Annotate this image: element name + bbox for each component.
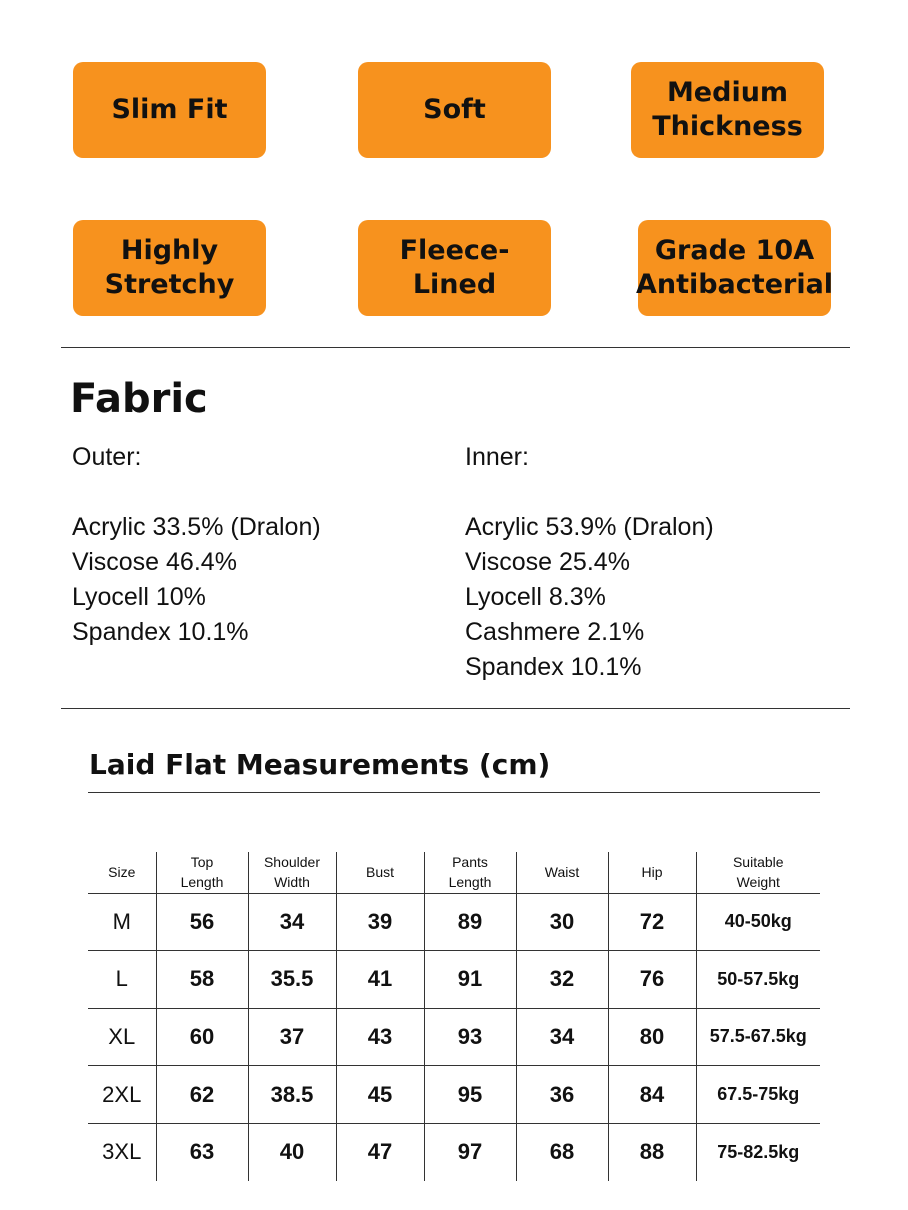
feature-badge-highly-stretchy: Highly Stretchy: [73, 220, 266, 316]
table-row: [88, 893, 820, 951]
cell-top-length: 56: [156, 893, 248, 951]
cell-pants-length: 95: [424, 1066, 516, 1124]
cell-bust: 39: [336, 893, 424, 951]
cell-bust: 45: [336, 1066, 424, 1124]
cell-suitable-weight: 75-82.5kg: [696, 1123, 820, 1181]
cell-shoulder-width: 34: [248, 893, 336, 951]
cell-top-length: 62: [156, 1066, 248, 1124]
cell-size: L: [88, 951, 156, 1009]
header-hip: Hip: [608, 852, 696, 893]
feature-badge-soft: Soft: [358, 62, 551, 158]
feature-badge-fleece-lined: Fleece-Lined: [358, 220, 551, 316]
fabric-outer: [72, 440, 321, 650]
fabric-outer-item: Lyocell 10%: [72, 583, 206, 611]
cell-pants-length: 93: [424, 1008, 516, 1066]
table-row: [88, 1123, 820, 1181]
cell-waist: 36: [516, 1066, 608, 1124]
fabric-inner-item: Viscose 25.4%: [465, 548, 630, 576]
cell-waist: 68: [516, 1123, 608, 1181]
fabric-inner-item: Lyocell 8.3%: [465, 583, 606, 611]
feature-badge-antibacterial: Grade 10A Antibacterial: [638, 220, 831, 316]
fabric-outer-item: Spandex 10.1%: [72, 618, 249, 646]
size-table: [88, 852, 820, 1181]
cell-suitable-weight: 67.5-75kg: [696, 1066, 820, 1124]
header-shoulder-width: Shoulder Width: [248, 852, 336, 893]
cell-hip: 88: [608, 1123, 696, 1181]
size-table-header-row: [88, 852, 820, 893]
fabric-outer-item: Viscose 46.4%: [72, 548, 237, 576]
header-top-length: Top Length: [156, 852, 248, 893]
table-row: [88, 1066, 820, 1124]
cell-hip: 80: [608, 1008, 696, 1066]
cell-size: M: [88, 893, 156, 951]
measurements-title: Laid Flat Measurements (cm): [89, 748, 551, 781]
cell-top-length: 63: [156, 1123, 248, 1181]
cell-pants-length: 91: [424, 951, 516, 1009]
table-row: [88, 951, 820, 1009]
cell-shoulder-width: 37: [248, 1008, 336, 1066]
cell-waist: 30: [516, 893, 608, 951]
cell-waist: 32: [516, 951, 608, 1009]
measurements-title-underline: [88, 792, 820, 793]
cell-size: XL: [88, 1008, 156, 1066]
feature-badge-medium-thickness: Medium Thickness: [631, 62, 824, 158]
header-bust: Bust: [336, 852, 424, 893]
cell-shoulder-width: 40: [248, 1123, 336, 1181]
cell-shoulder-width: 38.5: [248, 1066, 336, 1124]
cell-suitable-weight: 40-50kg: [696, 893, 820, 951]
divider-top: [61, 347, 850, 348]
fabric-title: Fabric: [70, 376, 208, 422]
cell-pants-length: 89: [424, 893, 516, 951]
cell-bust: 47: [336, 1123, 424, 1181]
table-row: [88, 1008, 820, 1066]
fabric-outer-heading: Outer:: [72, 443, 142, 471]
cell-size: 3XL: [102, 1139, 142, 1165]
cell-shoulder-width: 35.5: [248, 951, 336, 1009]
cell-top-length: 60: [156, 1008, 248, 1066]
fabric-outer-item: Acrylic 33.5% (Dralon): [72, 513, 321, 541]
cell-suitable-weight: 50-57.5kg: [696, 951, 820, 1009]
feature-badge-slim-fit: Slim Fit: [73, 62, 266, 158]
cell-waist: 34: [516, 1008, 608, 1066]
fabric-inner-item: Cashmere 2.1%: [465, 618, 645, 646]
fabric-inner-heading: Inner:: [465, 443, 529, 471]
cell-suitable-weight: 57.5-67.5kg: [696, 1008, 820, 1066]
cell-pants-length: 97: [424, 1123, 516, 1181]
divider-middle: [61, 708, 850, 709]
header-waist: Waist: [516, 852, 608, 893]
header-size: Size: [88, 852, 156, 893]
header-suitable-weight: Suitable Weight: [696, 852, 820, 893]
cell-size: 2XL: [88, 1066, 156, 1124]
cell-bust: 43: [336, 1008, 424, 1066]
cell-top-length: 58: [156, 951, 248, 1009]
fabric-inner: [465, 440, 714, 685]
cell-hip: 84: [608, 1066, 696, 1124]
cell-bust: 41: [336, 951, 424, 1009]
fabric-inner-item: Acrylic 53.9% (Dralon): [465, 513, 714, 541]
cell-hip: 72: [608, 893, 696, 951]
cell-hip: 76: [608, 951, 696, 1009]
header-pants-length: Pants Length: [424, 852, 516, 893]
fabric-inner-item: Spandex 10.1%: [465, 653, 642, 681]
